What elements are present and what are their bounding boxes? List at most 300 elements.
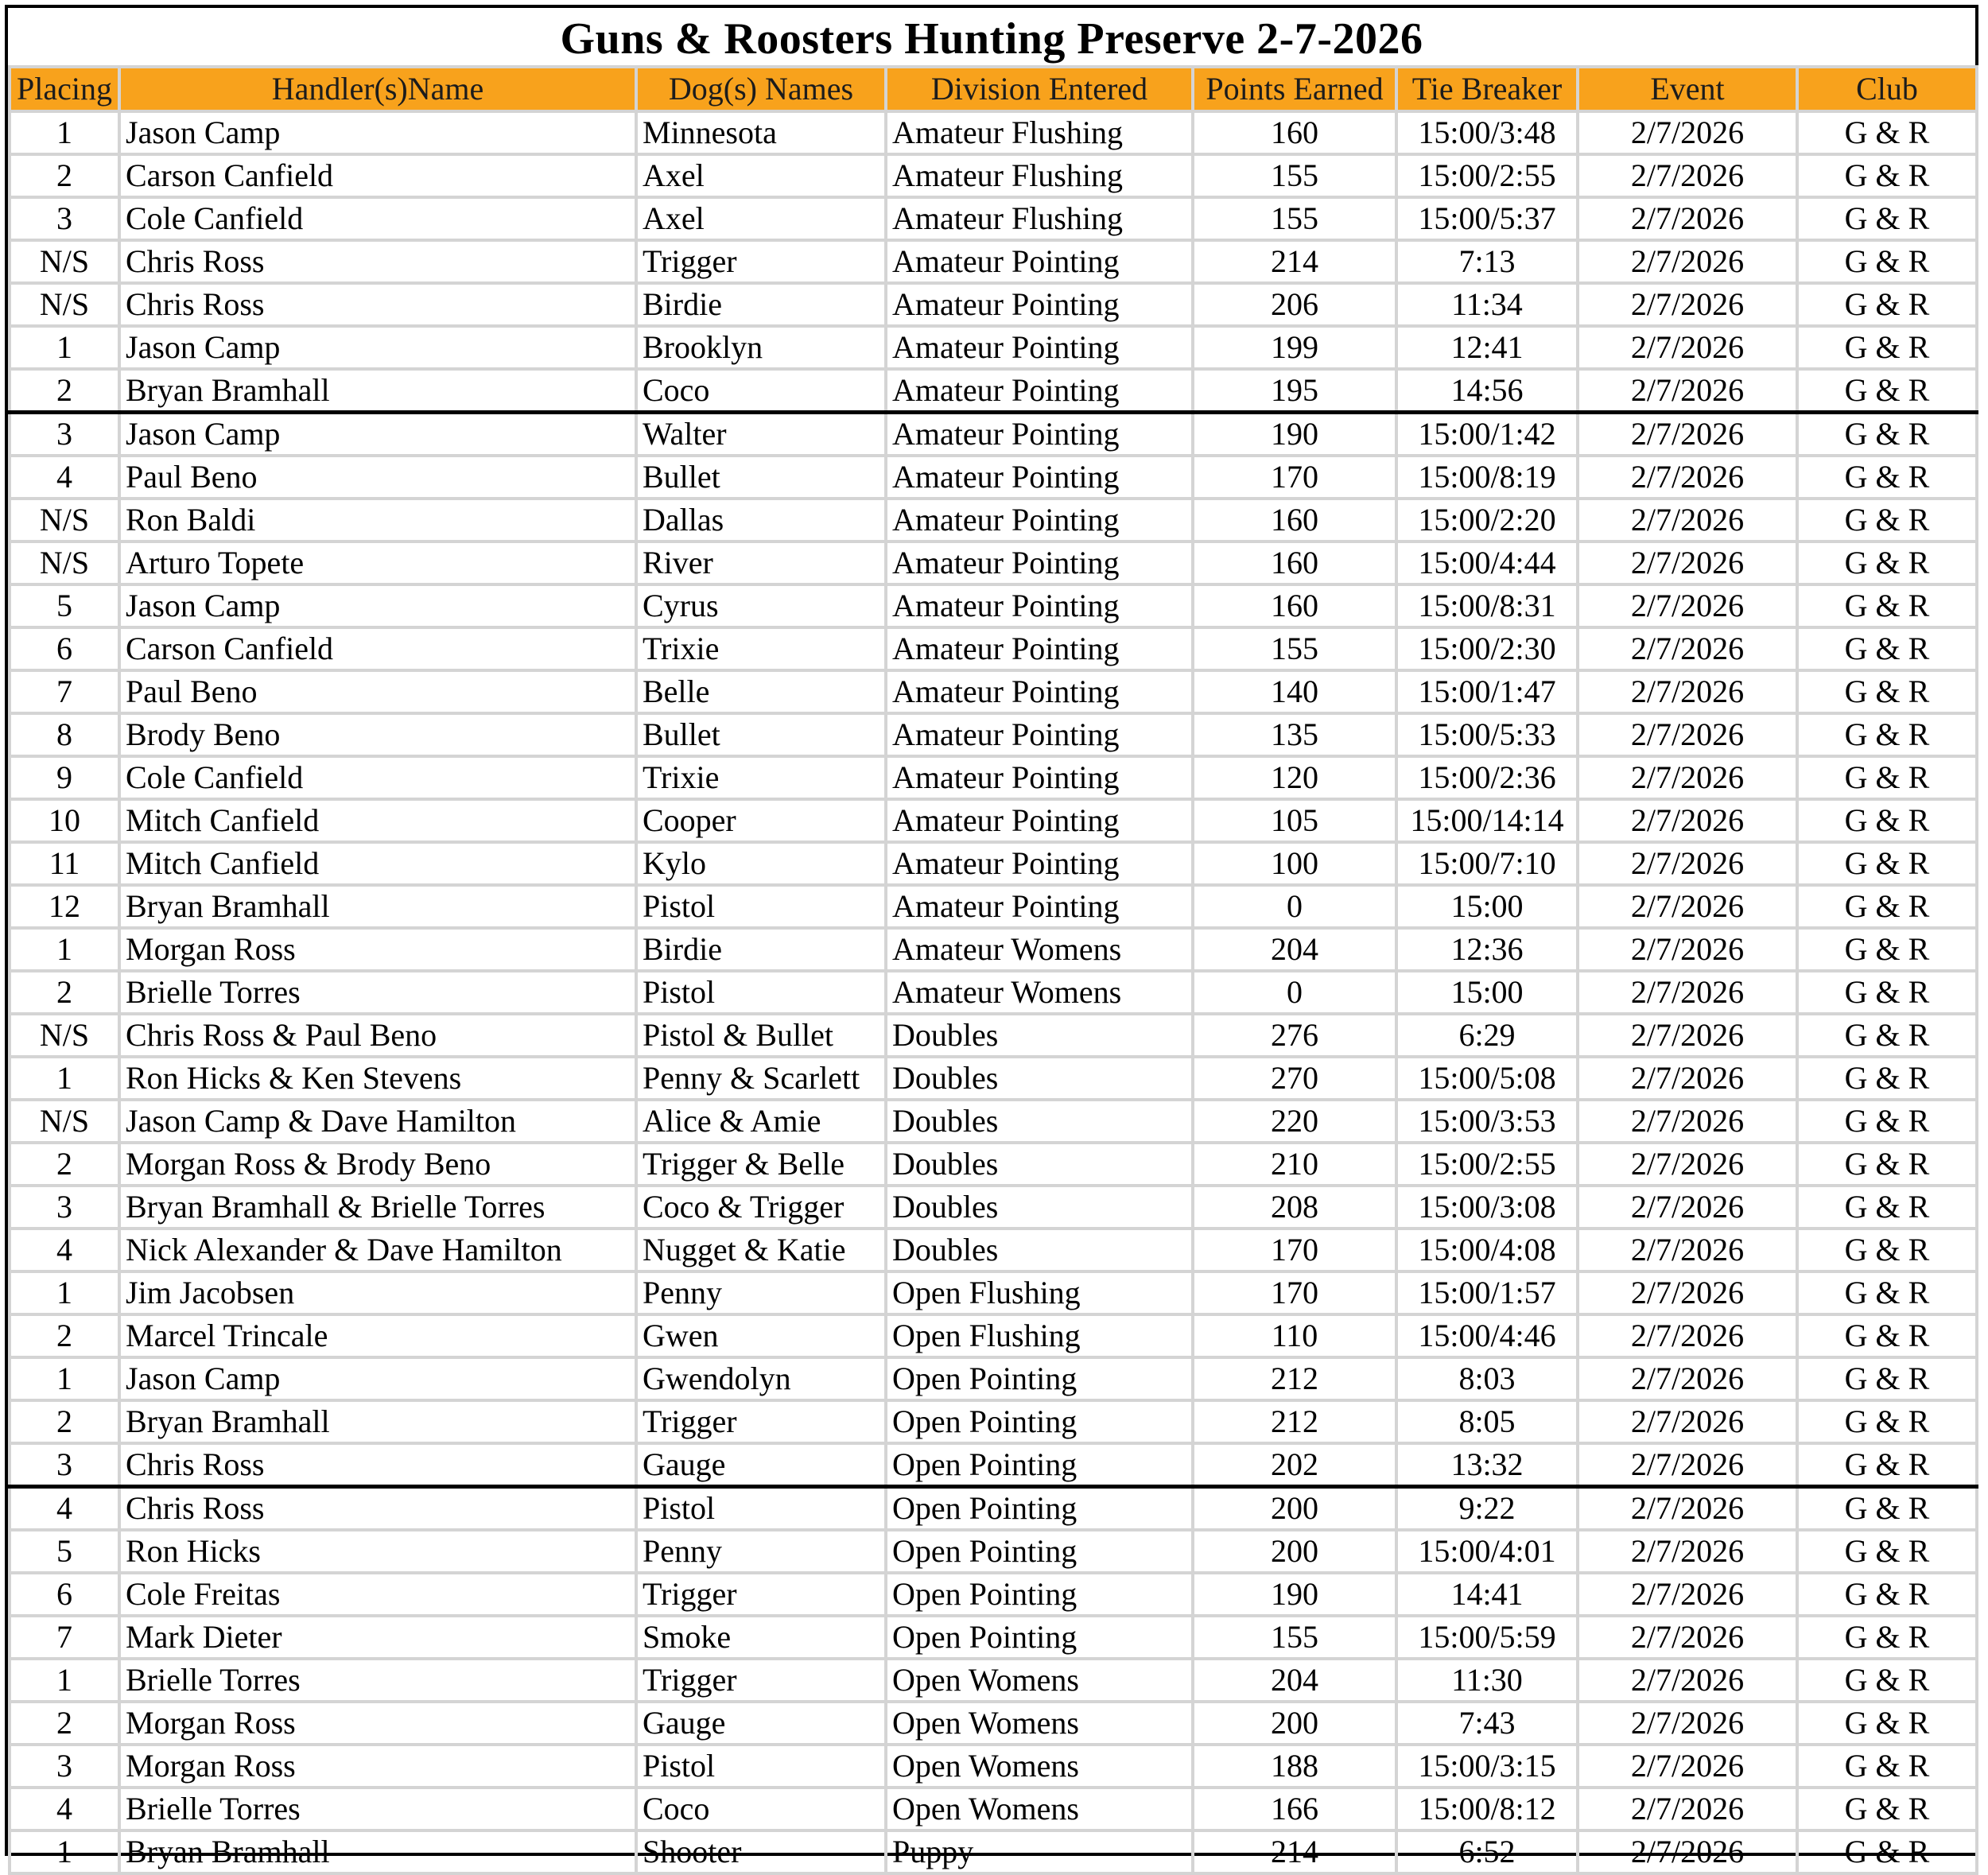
table-row — [10, 154, 1977, 197]
dog-cell: Penny & Scarlett — [636, 1057, 886, 1100]
club-cell: G & R — [1797, 369, 1977, 413]
club-cell: G & R — [1797, 971, 1977, 1014]
results-body — [10, 111, 1977, 1873]
dog-cell: Trigger & Belle — [636, 1143, 886, 1186]
tie-breaker-cell: 15:00/8:31 — [1396, 584, 1578, 627]
event-cell: 2/7/2026 — [1578, 971, 1797, 1014]
dog-cell: Cooper — [636, 799, 886, 842]
points-cell: 135 — [1193, 713, 1396, 756]
points-cell: 206 — [1193, 283, 1396, 326]
handler-cell: Chris Ross & Paul Beno — [119, 1014, 636, 1057]
tie-breaker-cell: 15:00/2:55 — [1396, 154, 1578, 197]
club-cell: G & R — [1797, 1100, 1977, 1143]
handler-cell: Brielle Torres — [119, 1659, 636, 1702]
placing-cell: 2 — [10, 1400, 119, 1443]
placing-cell: 4 — [10, 456, 119, 499]
event-cell: 2/7/2026 — [1578, 369, 1797, 413]
club-cell: G & R — [1797, 885, 1977, 928]
tie-breaker-cell: 15:00/4:01 — [1396, 1530, 1578, 1573]
event-cell: 2/7/2026 — [1578, 326, 1797, 369]
handler-cell: Jason Camp — [119, 1357, 636, 1400]
placing-cell: 2 — [10, 1314, 119, 1357]
handler-cell: Mitch Canfield — [119, 842, 636, 885]
points-cell: 120 — [1193, 756, 1396, 799]
handler-cell: Chris Ross — [119, 1443, 636, 1487]
table-row — [10, 1400, 1977, 1443]
event-cell: 2/7/2026 — [1578, 111, 1797, 154]
dog-cell: River — [636, 542, 886, 584]
division-cell: Amateur Pointing — [886, 326, 1193, 369]
handler-cell: Cole Freitas — [119, 1573, 636, 1616]
table-row — [10, 499, 1977, 542]
header-club: Club — [1797, 67, 1977, 111]
handler-cell: Jim Jacobsen — [119, 1271, 636, 1314]
club-cell: G & R — [1797, 1530, 1977, 1573]
points-cell: 160 — [1193, 499, 1396, 542]
club-cell: G & R — [1797, 756, 1977, 799]
club-cell: G & R — [1797, 1229, 1977, 1271]
club-cell: G & R — [1797, 1186, 1977, 1229]
placing-cell: 2 — [10, 971, 119, 1014]
points-cell: 202 — [1193, 1443, 1396, 1487]
points-cell: 212 — [1193, 1357, 1396, 1400]
division-cell: Amateur Pointing — [886, 542, 1193, 584]
points-cell: 105 — [1193, 799, 1396, 842]
placing-cell: 10 — [10, 799, 119, 842]
division-cell: Open Pointing — [886, 1443, 1193, 1487]
handler-cell: Cole Canfield — [119, 197, 636, 240]
event-cell: 2/7/2026 — [1578, 154, 1797, 197]
club-cell: G & R — [1797, 670, 1977, 713]
placing-cell: 6 — [10, 1573, 119, 1616]
points-cell: 155 — [1193, 1616, 1396, 1659]
table-row — [10, 1745, 1977, 1788]
dog-cell: Penny — [636, 1271, 886, 1314]
table-row — [10, 1357, 1977, 1400]
division-cell: Doubles — [886, 1143, 1193, 1186]
table-row — [10, 885, 1977, 928]
dog-cell: Pistol — [636, 885, 886, 928]
placing-cell: 2 — [10, 1702, 119, 1745]
table-row — [10, 1830, 1977, 1873]
event-cell: 2/7/2026 — [1578, 1659, 1797, 1702]
dog-cell: Smoke — [636, 1616, 886, 1659]
dog-cell: Kylo — [636, 842, 886, 885]
tie-breaker-cell: 15:00/3:53 — [1396, 1100, 1578, 1143]
table-row — [10, 1702, 1977, 1745]
handler-cell: Ron Hicks — [119, 1530, 636, 1573]
club-cell: G & R — [1797, 1830, 1977, 1873]
division-cell: Amateur Pointing — [886, 283, 1193, 326]
club-cell: G & R — [1797, 928, 1977, 971]
points-cell: 200 — [1193, 1530, 1396, 1573]
tie-breaker-cell: 6:52 — [1396, 1830, 1578, 1873]
handler-cell: Paul Beno — [119, 670, 636, 713]
event-cell: 2/7/2026 — [1578, 1186, 1797, 1229]
division-cell: Open Pointing — [886, 1487, 1193, 1531]
points-cell: 204 — [1193, 1659, 1396, 1702]
club-cell: G & R — [1797, 542, 1977, 584]
tie-breaker-cell: 15:00/4:44 — [1396, 542, 1578, 584]
club-cell: G & R — [1797, 1143, 1977, 1186]
division-cell: Amateur Flushing — [886, 197, 1193, 240]
dog-cell: Birdie — [636, 928, 886, 971]
event-cell: 2/7/2026 — [1578, 1271, 1797, 1314]
placing-cell: 7 — [10, 1616, 119, 1659]
division-cell: Open Flushing — [886, 1314, 1193, 1357]
tie-breaker-cell: 15:00/5:59 — [1396, 1616, 1578, 1659]
results-sheet — [5, 5, 1978, 1869]
handler-cell: Carson Canfield — [119, 154, 636, 197]
event-cell: 2/7/2026 — [1578, 885, 1797, 928]
table-row — [10, 842, 1977, 885]
placing-cell: 1 — [10, 928, 119, 971]
dog-cell: Pistol — [636, 1487, 886, 1531]
placing-cell: 3 — [10, 1745, 119, 1788]
points-cell: 214 — [1193, 240, 1396, 283]
placing-cell: 11 — [10, 842, 119, 885]
event-cell: 2/7/2026 — [1578, 499, 1797, 542]
table-row — [10, 1530, 1977, 1573]
division-cell: Amateur Pointing — [886, 413, 1193, 456]
dog-cell: Shooter — [636, 1830, 886, 1873]
event-cell: 2/7/2026 — [1578, 627, 1797, 670]
club-cell: G & R — [1797, 713, 1977, 756]
club-cell: G & R — [1797, 799, 1977, 842]
placing-cell: 4 — [10, 1229, 119, 1271]
placing-cell: 5 — [10, 1530, 119, 1573]
tie-breaker-cell: 9:22 — [1396, 1487, 1578, 1531]
dog-cell: Pistol — [636, 971, 886, 1014]
placing-cell: N/S — [10, 1100, 119, 1143]
header-placing: Placing — [10, 67, 119, 111]
tie-breaker-cell: 15:00/3:15 — [1396, 1745, 1578, 1788]
division-cell: Amateur Womens — [886, 928, 1193, 971]
tie-breaker-cell: 15:00 — [1396, 971, 1578, 1014]
table-row — [10, 413, 1977, 456]
event-cell: 2/7/2026 — [1578, 1830, 1797, 1873]
division-cell: Amateur Pointing — [886, 240, 1193, 283]
table-row — [10, 1186, 1977, 1229]
division-cell: Amateur Womens — [886, 971, 1193, 1014]
header-row — [10, 67, 1977, 111]
club-cell: G & R — [1797, 842, 1977, 885]
division-cell: Doubles — [886, 1229, 1193, 1271]
event-cell: 2/7/2026 — [1578, 1143, 1797, 1186]
event-cell: 2/7/2026 — [1578, 584, 1797, 627]
table-row — [10, 756, 1977, 799]
table-row — [10, 1229, 1977, 1271]
table-row — [10, 1487, 1977, 1531]
table-row — [10, 713, 1977, 756]
club-cell: G & R — [1797, 1616, 1977, 1659]
division-cell: Amateur Pointing — [886, 713, 1193, 756]
placing-cell: 9 — [10, 756, 119, 799]
handler-cell: Paul Beno — [119, 456, 636, 499]
tie-breaker-cell: 15:00/4:08 — [1396, 1229, 1578, 1271]
placing-cell: 2 — [10, 369, 119, 413]
handler-cell: Ron Hicks & Ken Stevens — [119, 1057, 636, 1100]
placing-cell: 6 — [10, 627, 119, 670]
division-cell: Amateur Pointing — [886, 499, 1193, 542]
event-cell: 2/7/2026 — [1578, 756, 1797, 799]
event-cell: 2/7/2026 — [1578, 240, 1797, 283]
table-row — [10, 542, 1977, 584]
tie-breaker-cell: 12:36 — [1396, 928, 1578, 971]
table-row — [10, 111, 1977, 154]
division-cell: Open Pointing — [886, 1400, 1193, 1443]
table-row — [10, 456, 1977, 499]
points-cell: 212 — [1193, 1400, 1396, 1443]
division-cell: Doubles — [886, 1014, 1193, 1057]
placing-cell: N/S — [10, 240, 119, 283]
tie-breaker-cell: 11:34 — [1396, 283, 1578, 326]
tie-breaker-cell: 15:00/3:48 — [1396, 111, 1578, 154]
header-tie-breaker: Tie Breaker — [1396, 67, 1578, 111]
dog-cell: Trixie — [636, 627, 886, 670]
table-row — [10, 1100, 1977, 1143]
points-cell: 0 — [1193, 971, 1396, 1014]
division-cell: Amateur Pointing — [886, 369, 1193, 413]
division-cell: Amateur Pointing — [886, 627, 1193, 670]
division-cell: Amateur Pointing — [886, 842, 1193, 885]
division-cell: Open Pointing — [886, 1357, 1193, 1400]
event-cell: 2/7/2026 — [1578, 928, 1797, 971]
event-cell: 2/7/2026 — [1578, 1487, 1797, 1531]
tie-breaker-cell: 12:41 — [1396, 326, 1578, 369]
handler-cell: Carson Canfield — [119, 627, 636, 670]
event-cell: 2/7/2026 — [1578, 1100, 1797, 1143]
placing-cell: N/S — [10, 499, 119, 542]
club-cell: G & R — [1797, 584, 1977, 627]
club-cell: G & R — [1797, 627, 1977, 670]
table-row — [10, 584, 1977, 627]
event-cell: 2/7/2026 — [1578, 1357, 1797, 1400]
table-row — [10, 670, 1977, 713]
placing-cell: 1 — [10, 326, 119, 369]
club-cell: G & R — [1797, 1057, 1977, 1100]
table-row — [10, 627, 1977, 670]
header-dog: Dog(s) Names — [636, 67, 886, 111]
handler-cell: Morgan Ross & Brody Beno — [119, 1143, 636, 1186]
division-cell: Amateur Pointing — [886, 756, 1193, 799]
points-cell: 276 — [1193, 1014, 1396, 1057]
placing-cell: 8 — [10, 713, 119, 756]
division-cell: Open Womens — [886, 1659, 1193, 1702]
tie-breaker-cell: 15:00/2:55 — [1396, 1143, 1578, 1186]
division-cell: Open Womens — [886, 1702, 1193, 1745]
handler-cell: Mitch Canfield — [119, 799, 636, 842]
club-cell: G & R — [1797, 499, 1977, 542]
placing-cell: 5 — [10, 584, 119, 627]
dog-cell: Alice & Amie — [636, 1100, 886, 1143]
tie-breaker-cell: 15:00/2:30 — [1396, 627, 1578, 670]
division-cell: Open Womens — [886, 1745, 1193, 1788]
table-row — [10, 1443, 1977, 1487]
header-event: Event — [1578, 67, 1797, 111]
placing-cell: 7 — [10, 670, 119, 713]
table-row — [10, 1314, 1977, 1357]
club-cell: G & R — [1797, 1659, 1977, 1702]
event-cell: 2/7/2026 — [1578, 197, 1797, 240]
tie-breaker-cell: 15:00/8:12 — [1396, 1788, 1578, 1830]
table-row — [10, 928, 1977, 971]
points-cell: 160 — [1193, 111, 1396, 154]
division-cell: Open Pointing — [886, 1573, 1193, 1616]
event-cell: 2/7/2026 — [1578, 1530, 1797, 1573]
results-table — [8, 65, 1978, 1875]
points-cell: 210 — [1193, 1143, 1396, 1186]
placing-cell: 3 — [10, 413, 119, 456]
handler-cell: Bryan Bramhall & Brielle Torres — [119, 1186, 636, 1229]
division-cell: Open Flushing — [886, 1271, 1193, 1314]
division-cell: Open Pointing — [886, 1530, 1193, 1573]
handler-cell: Morgan Ross — [119, 928, 636, 971]
placing-cell: N/S — [10, 1014, 119, 1057]
points-cell: 160 — [1193, 584, 1396, 627]
club-cell: G & R — [1797, 240, 1977, 283]
handler-cell: Chris Ross — [119, 283, 636, 326]
event-cell: 2/7/2026 — [1578, 1314, 1797, 1357]
event-cell: 2/7/2026 — [1578, 1702, 1797, 1745]
dog-cell: Pistol — [636, 1745, 886, 1788]
points-cell: 270 — [1193, 1057, 1396, 1100]
points-cell: 170 — [1193, 1271, 1396, 1314]
points-cell: 200 — [1193, 1702, 1396, 1745]
placing-cell: 3 — [10, 197, 119, 240]
tie-breaker-cell: 15:00/1:47 — [1396, 670, 1578, 713]
handler-cell: Morgan Ross — [119, 1702, 636, 1745]
tie-breaker-cell: 15:00/8:19 — [1396, 456, 1578, 499]
division-cell: Doubles — [886, 1186, 1193, 1229]
dog-cell: Coco — [636, 1788, 886, 1830]
event-cell: 2/7/2026 — [1578, 799, 1797, 842]
club-cell: G & R — [1797, 283, 1977, 326]
dog-cell: Gauge — [636, 1443, 886, 1487]
handler-cell: Arturo Topete — [119, 542, 636, 584]
handler-cell: Bryan Bramhall — [119, 1400, 636, 1443]
handler-cell: Cole Canfield — [119, 756, 636, 799]
table-row — [10, 1573, 1977, 1616]
tie-breaker-cell: 15:00/14:14 — [1396, 799, 1578, 842]
points-cell: 155 — [1193, 197, 1396, 240]
event-cell: 2/7/2026 — [1578, 670, 1797, 713]
points-cell: 100 — [1193, 842, 1396, 885]
division-cell: Doubles — [886, 1057, 1193, 1100]
tie-breaker-cell: 15:00/1:57 — [1396, 1271, 1578, 1314]
placing-cell: 1 — [10, 1659, 119, 1702]
points-cell: 140 — [1193, 670, 1396, 713]
division-cell: Open Womens — [886, 1788, 1193, 1830]
division-cell: Doubles — [886, 1100, 1193, 1143]
dog-cell: Trigger — [636, 1573, 886, 1616]
placing-cell: N/S — [10, 542, 119, 584]
dog-cell: Coco — [636, 369, 886, 413]
dog-cell: Gauge — [636, 1702, 886, 1745]
points-cell: 208 — [1193, 1186, 1396, 1229]
table-row — [10, 369, 1977, 413]
handler-cell: Brielle Torres — [119, 971, 636, 1014]
points-cell: 204 — [1193, 928, 1396, 971]
dog-cell: Gwendolyn — [636, 1357, 886, 1400]
tie-breaker-cell: 15:00/5:08 — [1396, 1057, 1578, 1100]
dog-cell: Birdie — [636, 283, 886, 326]
table-row — [10, 1788, 1977, 1830]
club-cell: G & R — [1797, 1014, 1977, 1057]
dog-cell: Axel — [636, 197, 886, 240]
handler-cell: Jason Camp — [119, 584, 636, 627]
dog-cell: Trigger — [636, 240, 886, 283]
table-row — [10, 240, 1977, 283]
tie-breaker-cell: 13:32 — [1396, 1443, 1578, 1487]
header-points: Points Earned — [1193, 67, 1396, 111]
tie-breaker-cell: 15:00/2:36 — [1396, 756, 1578, 799]
event-cell: 2/7/2026 — [1578, 1616, 1797, 1659]
handler-cell: Mark Dieter — [119, 1616, 636, 1659]
table-row — [10, 1659, 1977, 1702]
points-cell: 190 — [1193, 413, 1396, 456]
points-cell: 166 — [1193, 1788, 1396, 1830]
tie-breaker-cell: 14:41 — [1396, 1573, 1578, 1616]
club-cell: G & R — [1797, 1400, 1977, 1443]
club-cell: G & R — [1797, 1745, 1977, 1788]
header-handler: Handler(s)Name — [119, 67, 636, 111]
placing-cell: 4 — [10, 1487, 119, 1531]
dog-cell: Penny — [636, 1530, 886, 1573]
dog-cell: Brooklyn — [636, 326, 886, 369]
dog-cell: Pistol & Bullet — [636, 1014, 886, 1057]
event-cell: 2/7/2026 — [1578, 1573, 1797, 1616]
club-cell: G & R — [1797, 1487, 1977, 1531]
table-row — [10, 971, 1977, 1014]
points-cell: 199 — [1193, 326, 1396, 369]
table-row — [10, 1616, 1977, 1659]
event-cell: 2/7/2026 — [1578, 1014, 1797, 1057]
club-cell: G & R — [1797, 1271, 1977, 1314]
table-row — [10, 326, 1977, 369]
dog-cell: Belle — [636, 670, 886, 713]
event-cell: 2/7/2026 — [1578, 1400, 1797, 1443]
tie-breaker-cell: 6:29 — [1396, 1014, 1578, 1057]
points-cell: 195 — [1193, 369, 1396, 413]
dog-cell: Nugget & Katie — [636, 1229, 886, 1271]
tie-breaker-cell: 15:00/5:37 — [1396, 197, 1578, 240]
points-cell: 160 — [1193, 542, 1396, 584]
handler-cell: Brielle Torres — [119, 1788, 636, 1830]
event-cell: 2/7/2026 — [1578, 1788, 1797, 1830]
table-row — [10, 283, 1977, 326]
handler-cell: Chris Ross — [119, 240, 636, 283]
tie-breaker-cell: 11:30 — [1396, 1659, 1578, 1702]
event-cell: 2/7/2026 — [1578, 1057, 1797, 1100]
points-cell: 170 — [1193, 456, 1396, 499]
division-cell: Puppy — [886, 1830, 1193, 1873]
dog-cell: Coco & Trigger — [636, 1186, 886, 1229]
tie-breaker-cell: 7:43 — [1396, 1702, 1578, 1745]
handler-cell: Nick Alexander & Dave Hamilton — [119, 1229, 636, 1271]
club-cell: G & R — [1797, 1443, 1977, 1487]
handler-cell: Marcel Trincale — [119, 1314, 636, 1357]
handler-cell: Jason Camp & Dave Hamilton — [119, 1100, 636, 1143]
division-cell: Open Pointing — [886, 1616, 1193, 1659]
club-cell: G & R — [1797, 1357, 1977, 1400]
handler-cell: Ron Baldi — [119, 499, 636, 542]
handler-cell: Bryan Bramhall — [119, 885, 636, 928]
table-row — [10, 1014, 1977, 1057]
placing-cell: 1 — [10, 1057, 119, 1100]
placing-cell: 2 — [10, 154, 119, 197]
tie-breaker-cell: 8:03 — [1396, 1357, 1578, 1400]
